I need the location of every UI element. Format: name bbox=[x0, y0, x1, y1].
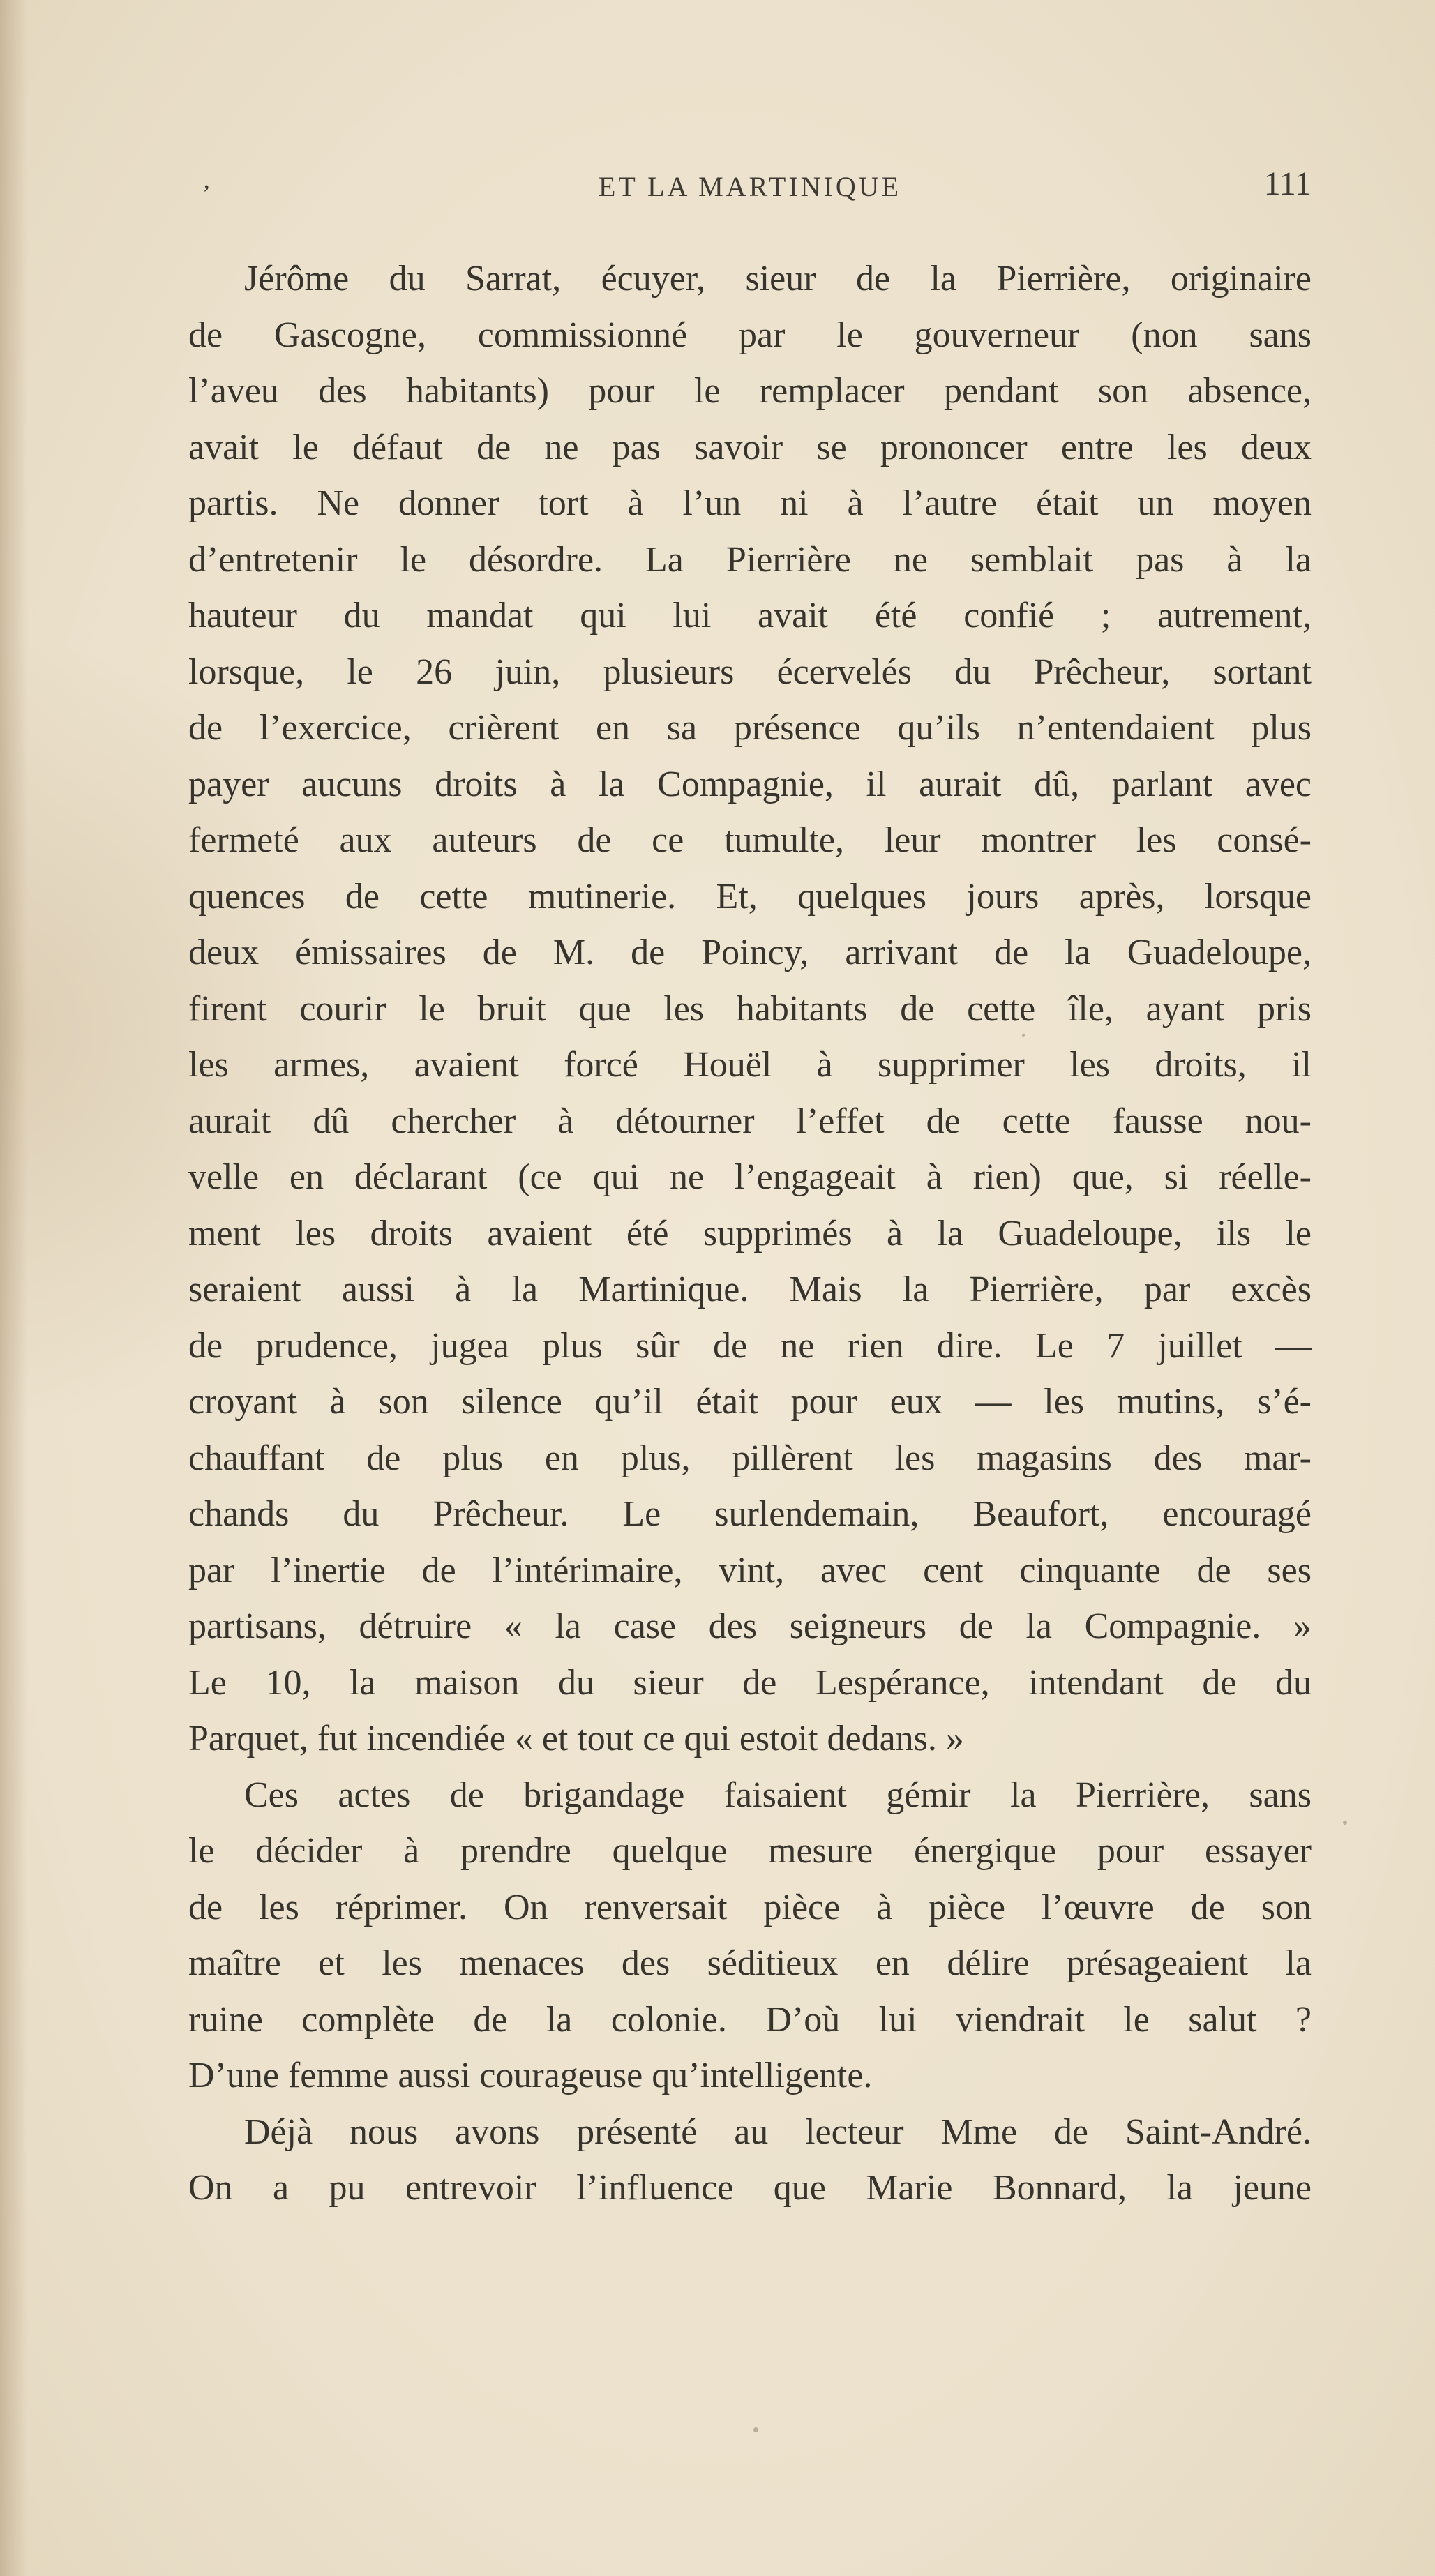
body-text bbox=[188, 251, 1312, 2217]
text-line: chands du Prêcheur. Le surlendemain, Beaufort, encouragé bbox=[188, 1494, 1312, 1534]
text-line: avait le défaut de ne pas savoir se prononcer entre les deux bbox=[188, 427, 1312, 467]
page-number: 111 bbox=[1263, 165, 1312, 202]
running-title: ET LA MARTINIQUE bbox=[598, 171, 902, 202]
text-line: partisans, détruire « la case des seigneurs de la Compagnie. » bbox=[188, 1606, 1312, 1646]
paper-speck bbox=[753, 2427, 758, 2432]
text-line: deux émissaires de M. de Poincy, arrivant de la Guadeloupe, bbox=[188, 933, 1312, 972]
text-line: quences de cette mutinerie. Et, quelques jours après, lorsque bbox=[188, 876, 1312, 917]
text-line: Ces actes de brigandage faisaient gémir la Pierrière, sans bbox=[244, 1775, 1312, 1815]
text-line: Déjà nous avons présenté au lecteur Mme de Saint-André. bbox=[244, 2111, 1312, 2152]
text-line: croyant à son silence qu’il était pour eux — les mutins, s’é- bbox=[188, 1382, 1312, 1422]
text-line: firent courir le bruit que les habitants de cette île, ayant pris bbox=[188, 988, 1312, 1029]
text-line: de les réprimer. On renversait pièce à pièce l’œuvre de son bbox=[188, 1887, 1312, 1927]
text-line: Jérôme du Sarrat, écuyer, sieur de la Pierrière, originaire bbox=[244, 259, 1312, 299]
text-line: velle en déclarant (ce qui ne l’engageait à rien) que, si réelle- bbox=[188, 1157, 1312, 1197]
text-line: maître et les menaces des séditieux en délire présageaient la bbox=[188, 1943, 1312, 1983]
text-line: hauteur du mandat qui lui avait été confié ; autrement, bbox=[188, 596, 1312, 635]
text-line: les armes, avaient forcé Houël à supprimer les droits, il bbox=[188, 1045, 1312, 1085]
text-line: de prudence, jugea plus sûr de ne rien dire. Le 7 juillet — bbox=[188, 1325, 1312, 1366]
text-line: chauffant de plus en plus, pillèrent les magasins des mar- bbox=[188, 1438, 1312, 1478]
text-line: lorsque, le 26 juin, plusieurs écervelés du Prêcheur, sortant bbox=[188, 651, 1312, 692]
page-edge-shadow bbox=[0, 0, 28, 2576]
text-line: d’entretenir le désordre. La Pierrière ne semblait pas à la bbox=[188, 539, 1312, 580]
paper-speck bbox=[1022, 1034, 1025, 1037]
text-line: Parquet, fut incendiée « et tout ce qui estoit dedans. » bbox=[188, 1719, 964, 1758]
text-line: Le 10, la maison du sieur de Lespérance, intendant de du bbox=[188, 1662, 1312, 1703]
text-line: de Gascogne, commissionné par le gouverneur (non sans bbox=[188, 315, 1312, 355]
text-line: de l’exercice, crièrent en sa présence qu’ils n’entendaient plus bbox=[188, 708, 1312, 748]
text-line: seraient aussi à la Martinique. Mais la Pierrière, par excès bbox=[188, 1270, 1312, 1309]
text-line: ment les droits avaient été supprimés à la Guadeloupe, ils le bbox=[188, 1213, 1312, 1253]
text-line: payer aucuns droits à la Compagnie, il aurait dû, parlant avec bbox=[188, 764, 1312, 804]
text-line: l’aveu des habitants) pour le remplacer pendant son absence, bbox=[188, 371, 1312, 411]
header-mark: ‚ bbox=[202, 165, 211, 193]
text-line: D’une femme aussi courageuse qu’intelligente. bbox=[188, 2056, 873, 2095]
text-line: par l’inertie de l’intérimaire, vint, avec cent cinquante de ses bbox=[188, 1550, 1312, 1590]
text-line: le décider à prendre quelque mesure énergique pour essayer bbox=[188, 1831, 1312, 1871]
text-line: aurait dû chercher à détourner l’effet de cette fausse nou- bbox=[188, 1101, 1312, 1141]
text-line: fermeté aux auteurs de ce tumulte, leur montrer les consé- bbox=[188, 820, 1312, 860]
text-line: partis. Ne donner tort à l’un ni à l’autre était un moyen bbox=[188, 483, 1312, 523]
paper-speck bbox=[1343, 1821, 1347, 1825]
page-header bbox=[188, 159, 1312, 215]
text-line: ruine complète de la colonie. D’où lui viendrait le salut ? bbox=[188, 1999, 1312, 2040]
text-line: On a pu entrevoir l’influence que Marie Bonnard, la jeune bbox=[188, 2168, 1312, 2208]
